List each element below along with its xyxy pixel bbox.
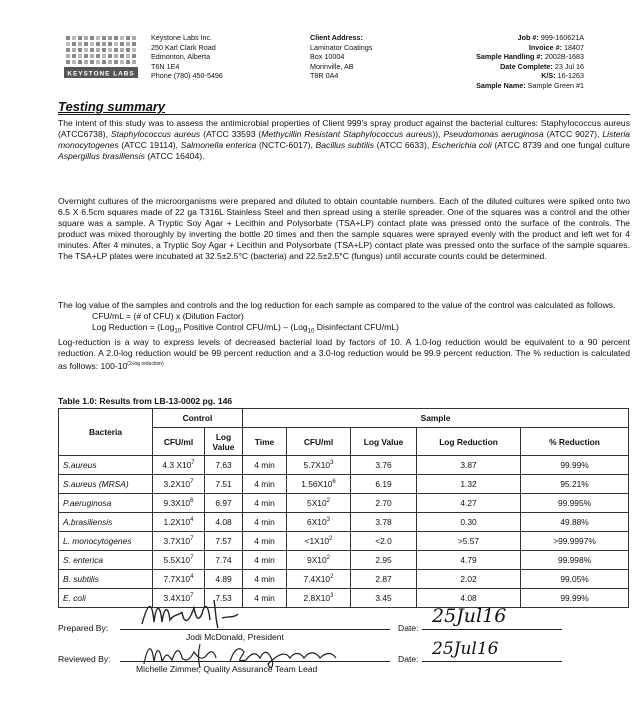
table-row bbox=[59, 532, 629, 551]
prepared-date-line bbox=[422, 629, 562, 630]
bacteria-name: L. monocytogenes bbox=[59, 532, 153, 551]
page-title: Testing summary bbox=[58, 99, 166, 114]
client-address-line: Morinville, AB bbox=[310, 61, 354, 71]
control-cfu: $7.7X10^4$ bbox=[153, 570, 205, 589]
control-log-value: 7.74 bbox=[205, 551, 243, 570]
table-row bbox=[59, 456, 629, 475]
control-cfu: $9.3X10^6$ bbox=[153, 494, 205, 513]
bacteria-name: S.aureus (MRSA) bbox=[59, 475, 153, 494]
sample-log-value: <2.0 bbox=[351, 532, 417, 551]
contact-time: 4 min bbox=[243, 551, 287, 570]
calculation-paragraph bbox=[58, 300, 630, 372]
bacteria-name: P.aeruginosa bbox=[59, 494, 153, 513]
invoice-number: Invoice #: 18407 bbox=[528, 42, 584, 52]
control-log-value: 7.51 bbox=[205, 475, 243, 494]
control-cfu: $5.5X10^7$ bbox=[153, 551, 205, 570]
bacteria-name: B. subtilis bbox=[59, 570, 153, 589]
reviewed-date-line bbox=[422, 661, 562, 662]
contact-time: 4 min bbox=[243, 513, 287, 532]
contact-time: 4 min bbox=[243, 532, 287, 551]
client-address-block bbox=[310, 33, 372, 81]
percent-reduction: 99.995% bbox=[521, 494, 629, 513]
percent-reduction: 99.99% bbox=[521, 456, 629, 475]
log-reduction-explanation: Log-reduction is a way to express levels of decreased bacterial load by factors of 10. A 1.0-log reduction would be equivalent to a 90 percent reduction. A 2.0-log reduction would be 99 percent reduction and a 3.0-log reduction would be 99.9 percent reduction. The % reduction is calculated as follows: $100-10^{(2-log reduction)}$ bbox=[58, 337, 630, 372]
header-sample-log: Log Value bbox=[351, 428, 417, 456]
prepared-by-label: Prepared By: bbox=[58, 623, 109, 633]
sample-handling-number: Sample Handling #: 2002B-1683 bbox=[476, 52, 584, 62]
control-log-value: 7.53 bbox=[205, 589, 243, 608]
bacteria-name: S. enterica bbox=[59, 551, 153, 570]
reviewed-by-name: Michelle Zimmer, Quality Assurance Team Lead bbox=[136, 664, 318, 674]
log-reduction: 0.30 bbox=[417, 513, 521, 532]
sample-cfu: $1.56X10^6$ bbox=[287, 475, 351, 494]
calculation-intro: The log value of the samples and controls and the log reduction for each sample as compared to the value of the control was calculated as follows. bbox=[58, 300, 616, 310]
control-log-value: 4.89 bbox=[205, 570, 243, 589]
intent-paragraph: The intent of this study was to assess the antimicrobial properties of Client 999's spray product against the bacterial cultures: Staphylococcus aureus (ATCC6738), Staphylococcus aureus (ATCC 33593 (Methycillin Resistant Staphylococcus aureus)), Pseudomonas aeruginosa (ATCC 9027), Listeria monocytogenes (ATCC 19114), Salmonella enterica (NCTC-6017), Bacillus subtilis (ATCC 6633), Escherichia coli (ATCC 8739 and one fungal culture Aspergillus brasiliensis (ATCC 16404). bbox=[58, 118, 631, 161]
company-address-line: Edmonton, Alberta bbox=[151, 52, 211, 62]
prepared-by-name: Jodi McDonald, President bbox=[186, 632, 284, 642]
control-cfu: $3.2X10^7$ bbox=[153, 475, 205, 494]
percent-reduction: >99.9997% bbox=[521, 532, 629, 551]
sample-log-value: 2.87 bbox=[351, 570, 417, 589]
reviewed-by-label: Reviewed By: bbox=[58, 654, 111, 664]
log-reduction: 4.27 bbox=[417, 494, 521, 513]
table-row bbox=[59, 570, 629, 589]
client-address-line: Box 10004 bbox=[310, 52, 345, 62]
sample-cfu: $7.4X10^2$ bbox=[287, 570, 351, 589]
sample-log-value: 3.78 bbox=[351, 513, 417, 532]
sample-name: Sample Name: Sample Green #1 bbox=[476, 80, 584, 90]
sample-cfu: $9X10^2$ bbox=[287, 551, 351, 570]
company-phone: Phone (780) 450-5496 bbox=[151, 71, 223, 81]
job-meta-block bbox=[476, 33, 584, 91]
header-percent-reduction: % Reduction bbox=[521, 428, 629, 456]
control-cfu: 4.3 $X10^7$ bbox=[153, 456, 205, 475]
sample-log-value: 3.45 bbox=[351, 589, 417, 608]
prepared-signature bbox=[138, 594, 268, 634]
control-log-value: 6.97 bbox=[205, 494, 243, 513]
log-reduction: 2.02 bbox=[417, 570, 521, 589]
sample-log-value: 2.70 bbox=[351, 494, 417, 513]
contact-time: 4 min bbox=[243, 589, 287, 608]
log-reduction: 4.08 bbox=[417, 589, 521, 608]
log-reduction: >5.57 bbox=[417, 532, 521, 551]
client-address-heading: Client Address: bbox=[310, 33, 363, 42]
header-sample-cfu: CFU/ml bbox=[287, 428, 351, 456]
company-postal-code: T6N 1E4 bbox=[151, 61, 180, 71]
control-cfu: $1.2X10^4$ bbox=[153, 513, 205, 532]
sample-cfu: $<1X10^2$ bbox=[287, 532, 351, 551]
title-divider bbox=[58, 114, 630, 115]
sample-cfu: $5.7X10^3$ bbox=[287, 456, 351, 475]
logo-text: KEYSTONE LABS bbox=[67, 70, 135, 78]
log-reduction: 3.87 bbox=[417, 456, 521, 475]
table-row bbox=[59, 494, 629, 513]
company-name: Keystone Labs Inc. bbox=[151, 33, 213, 42]
prepared-date-handwritten: 25Jul16 bbox=[432, 605, 507, 627]
control-cfu: $3.4X10^7$ bbox=[153, 589, 205, 608]
cfu-formula: CFU/mL = (# of CFU) x (Dilution Factor) bbox=[92, 310, 244, 321]
contact-time: 4 min bbox=[243, 570, 287, 589]
method-paragraph: Overnight cultures of the microorganisms were prepared and diluted to obtain countable numbers. Each of the diluted cultures were spiked onto two 6.5 X 6.5cm squares made of 22 ga T316L Stainless Steel and then spread using a sterile spreader. One of the squares was a control and the other square was a sample. A Tryptic Soy Agar + Lecithin and Polysorbate (TSA+LP) contact plate was pressed onto the surface of the controls. The product was mixed thoroughly by inverting the bottle 20 times and then the sample squares were sprayed evenly with the product and left wet for 4 minutes. After 4 minutes, a Tryptic Soy Agar + Lecithin and Polysorbate (TSA+LP) contact plate was pressed onto the surface of the sample squares. The TSA+LP plates were incubated at 32.5±2.5°C (bacteria) and 22.5±2.5°C (fungus) until accurate counts could be determined. bbox=[58, 196, 630, 261]
contact-time: 4 min bbox=[243, 475, 287, 494]
log-reduction-formula: Log Reduction = (Log$_{10}$ Positive Control CFU/mL) – (Log$_{10}$ Disinfectant CFU/mL) bbox=[92, 321, 399, 335]
percent-reduction: 99.99% bbox=[521, 589, 629, 608]
percent-reduction: 99.998% bbox=[521, 551, 629, 570]
header-sample: Sample bbox=[243, 409, 629, 428]
sample-log-value: 6.19 bbox=[351, 475, 417, 494]
bacteria-name: A.brasiliensis bbox=[59, 513, 153, 532]
control-log-value: 4.08 bbox=[205, 513, 243, 532]
percent-reduction: 99.05% bbox=[521, 570, 629, 589]
sample-log-value: 2.95 bbox=[351, 551, 417, 570]
job-number: Job #: 999-160621A bbox=[517, 33, 584, 42]
sample-cfu: $2.8X10^3$ bbox=[287, 589, 351, 608]
reviewed-date-label: Date: bbox=[398, 654, 419, 664]
header-log-reduction: Log Reduction bbox=[417, 428, 521, 456]
table-row bbox=[59, 513, 629, 532]
log-reduction: 4.79 bbox=[417, 551, 521, 570]
contact-time: 4 min bbox=[243, 456, 287, 475]
client-address-line: Laminator Coatings bbox=[310, 42, 373, 52]
prepared-date-label: Date: bbox=[398, 623, 419, 633]
sample-cfu: $6X10^3$ bbox=[287, 513, 351, 532]
percent-reduction: 95.21% bbox=[521, 475, 629, 494]
header-control-log: Log Value bbox=[205, 428, 243, 456]
contact-time: 4 min bbox=[243, 494, 287, 513]
sample-cfu: $5X10^2$ bbox=[287, 494, 351, 513]
results-table bbox=[58, 408, 629, 608]
bacteria-name: S.aureus bbox=[59, 456, 153, 475]
percent-reduction: 49.88% bbox=[521, 513, 629, 532]
date-complete: Date Complete: 23 Jul 16 bbox=[500, 61, 584, 71]
company-block bbox=[151, 33, 223, 81]
company-address-line: 250 Karl Clark Road bbox=[151, 42, 216, 52]
reviewed-date-handwritten: 25Jul16 bbox=[432, 639, 499, 659]
control-cfu: $3.7X10^7$ bbox=[153, 532, 205, 551]
table-row bbox=[59, 475, 629, 494]
log-reduction: 1.32 bbox=[417, 475, 521, 494]
keystone-labs-logo bbox=[62, 34, 142, 84]
header-control-cfu: CFU/ml bbox=[153, 428, 205, 456]
sample-log-value: 3.76 bbox=[351, 456, 417, 475]
table-row bbox=[59, 551, 629, 570]
header-time: Time bbox=[243, 428, 287, 456]
client-address-line: T8R 0A4 bbox=[310, 71, 339, 81]
table-caption: Table 1.0: Results from LB-13-0002 pg. 146 bbox=[58, 396, 233, 406]
control-log-value: 7.63 bbox=[205, 456, 243, 475]
header-bacteria: Bacteria bbox=[59, 409, 153, 456]
control-log-value: 7.57 bbox=[205, 532, 243, 551]
bacteria-name: E. coli bbox=[59, 589, 153, 608]
header-control: Control bbox=[153, 409, 243, 428]
ks-number: K/S: 16-1263 bbox=[541, 71, 584, 81]
